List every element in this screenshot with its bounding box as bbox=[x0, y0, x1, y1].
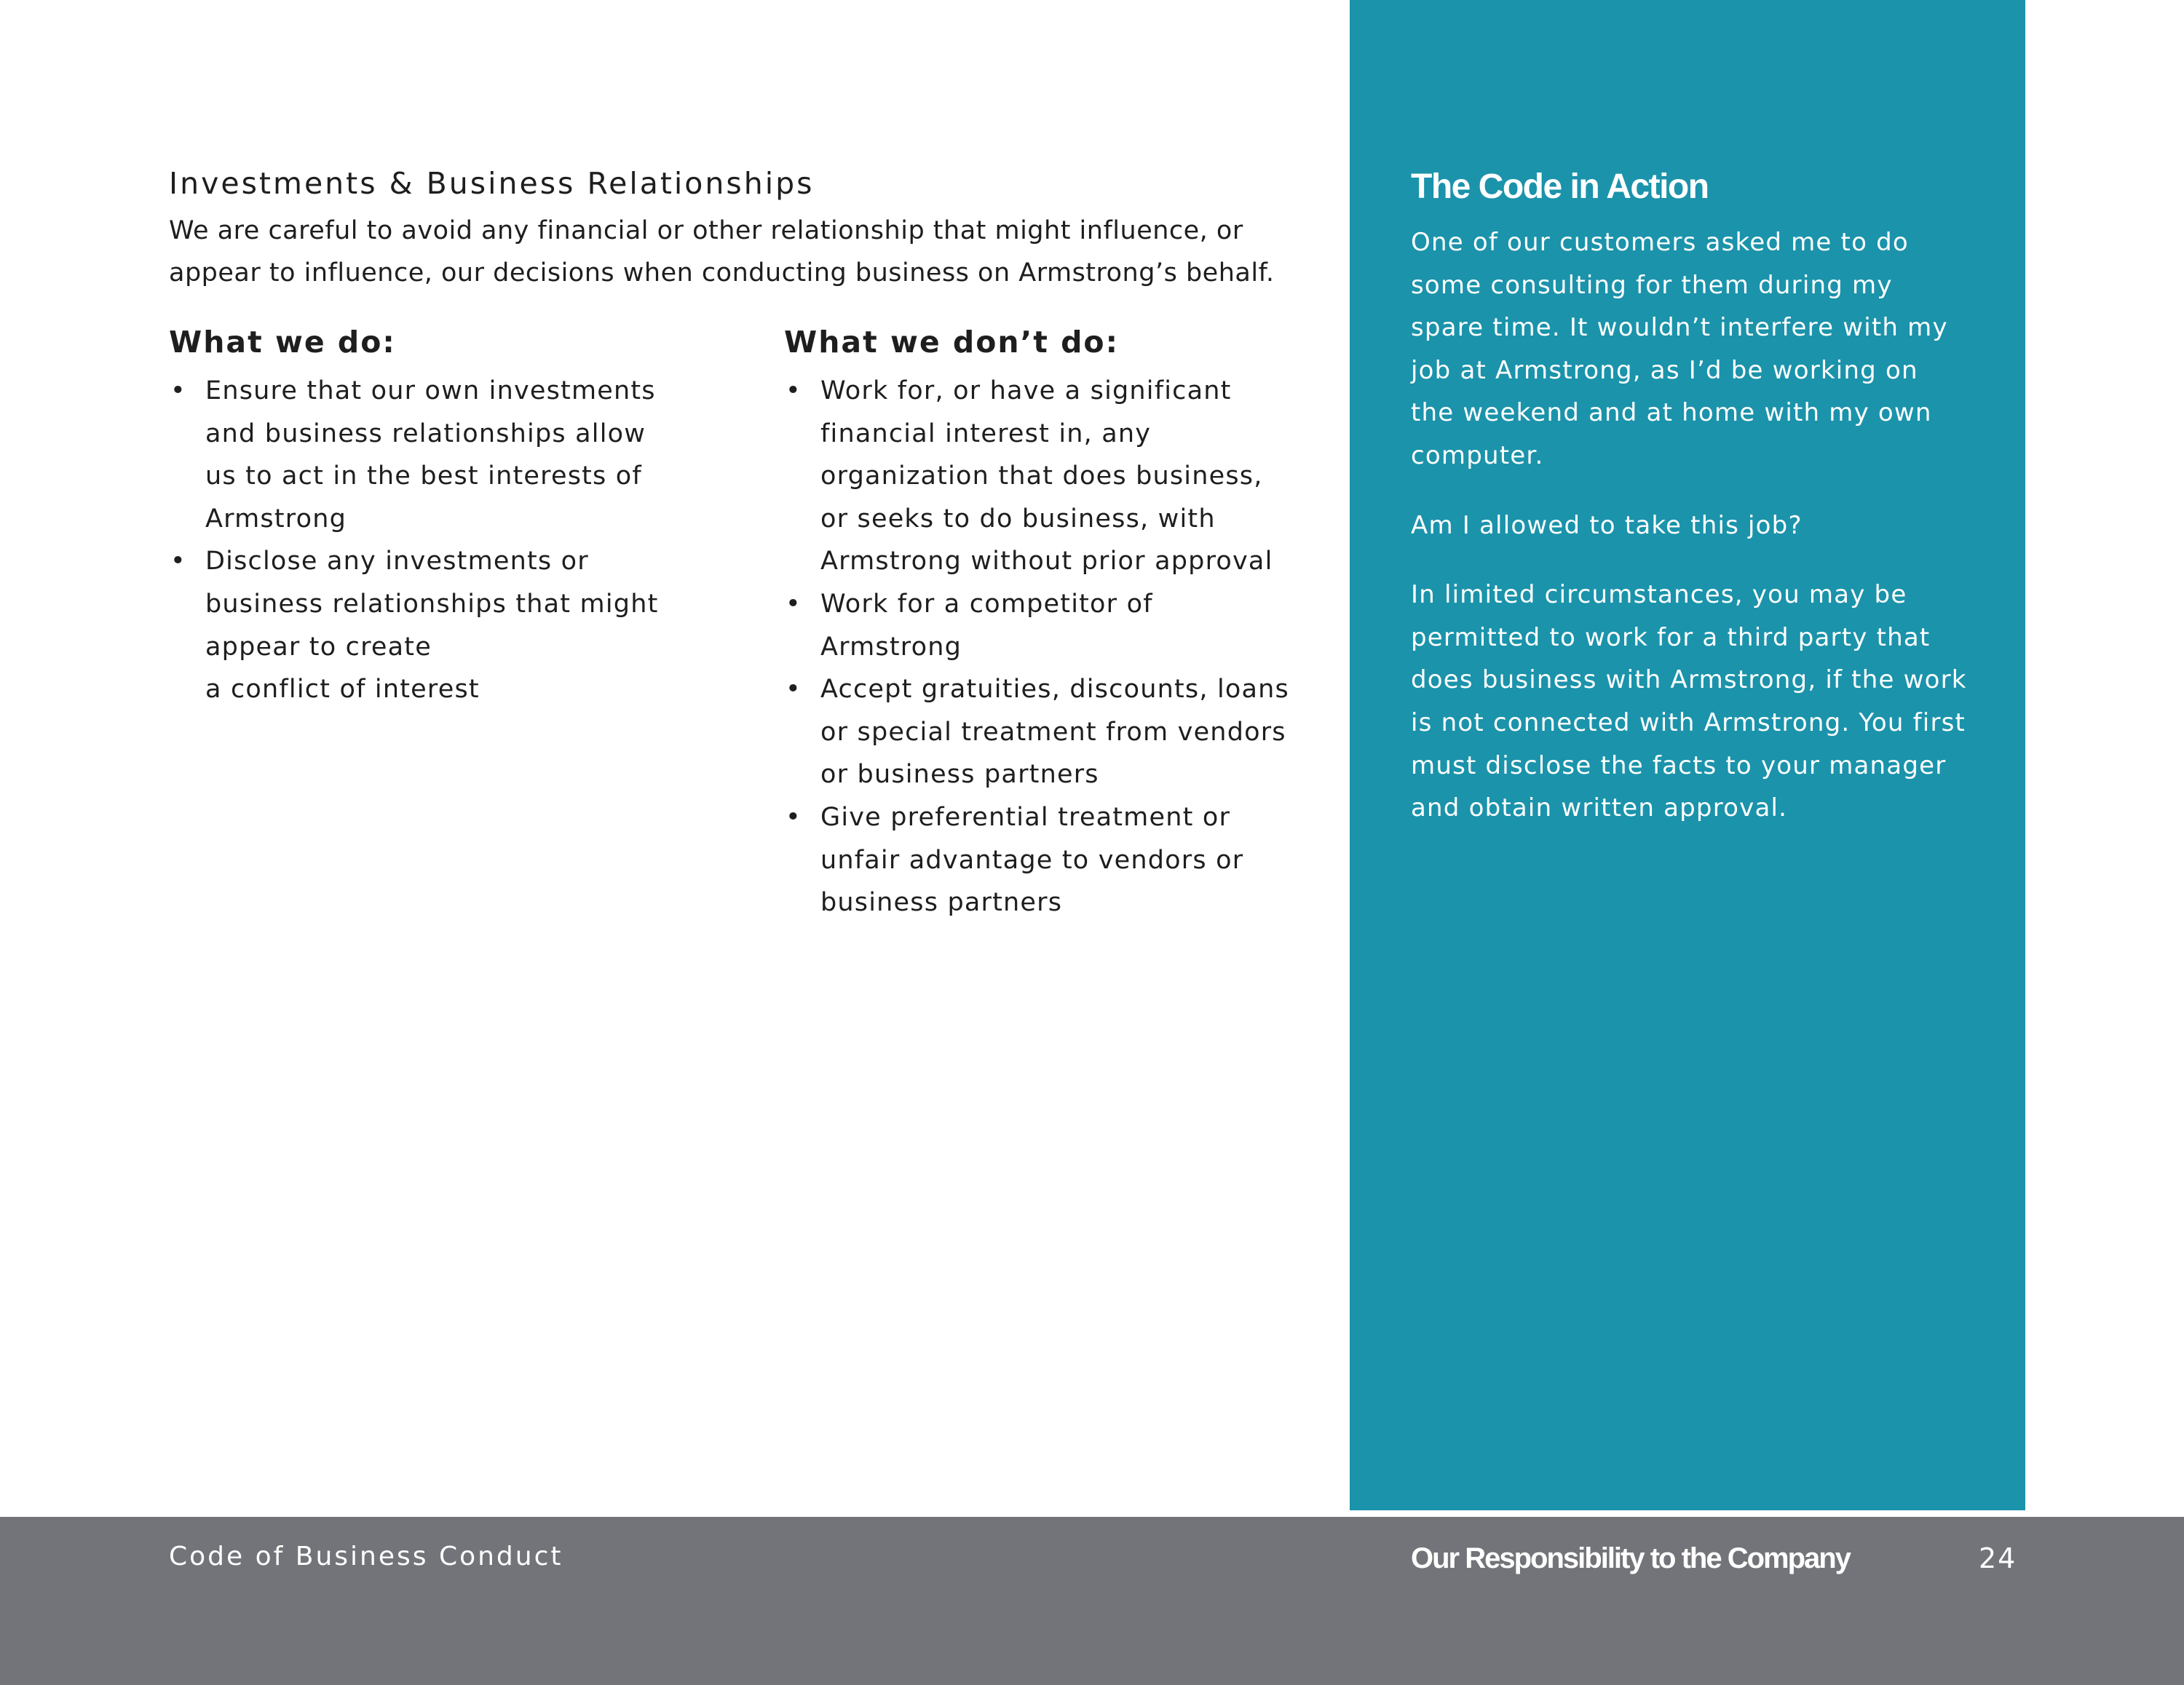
bullet-item bbox=[784, 370, 1308, 583]
bullet-line: Disclose any investments or bbox=[205, 547, 589, 576]
scenario-paragraph bbox=[1411, 221, 1993, 477]
bullet-line: Ensure that our own investments bbox=[205, 376, 656, 405]
bullet-line: Work for, or have a significant bbox=[820, 376, 1232, 405]
intro-line: appear to influence, our decisions when conducting business on Armstrong’s behalf. bbox=[169, 258, 1275, 288]
bullet-line: organization that does business, bbox=[820, 461, 1263, 491]
bullet-dot-icon: • bbox=[786, 802, 802, 832]
bullet-line: a conflict of interest bbox=[205, 675, 480, 705]
bullet-line: Give preferential treatment or bbox=[820, 802, 1231, 832]
question-paragraph: Am I allowed to take this job? bbox=[1411, 510, 1803, 540]
answer-paragraph bbox=[1411, 574, 1993, 830]
bullet-line: or business partners bbox=[820, 760, 1099, 790]
what-we-do-list bbox=[169, 370, 678, 711]
bullet-line: or special treatment from vendors bbox=[820, 717, 1286, 747]
bullet-line: and business relationships allow bbox=[205, 419, 646, 448]
bullet-line: unfair advantage to vendors or bbox=[820, 845, 1244, 875]
paragraph-line: One of our customers asked me to do bbox=[1411, 228, 1909, 257]
bullet-line: financial interest in, any bbox=[820, 419, 1152, 448]
paragraph-line: job at Armstrong, as I’d be working on bbox=[1411, 355, 1918, 385]
intro-paragraph bbox=[169, 210, 1305, 294]
bullet-item bbox=[169, 370, 678, 540]
bullet-dot-icon: • bbox=[170, 376, 186, 405]
what-we-dont-do-heading: What we don’t do: bbox=[784, 325, 1119, 360]
paragraph-line: and obtain written approval. bbox=[1411, 793, 1788, 823]
bullet-dot-icon: • bbox=[786, 376, 802, 405]
what-we-dont-do-column bbox=[784, 320, 1308, 924]
bullet-line: us to act in the best interests of bbox=[205, 461, 642, 491]
bullet-dot-icon: • bbox=[786, 675, 802, 705]
bullet-item bbox=[784, 796, 1308, 924]
bullet-dot-icon: • bbox=[786, 589, 802, 619]
bullet-item bbox=[169, 540, 678, 710]
paragraph-line: permitted to work for a third party that bbox=[1411, 622, 1931, 652]
sidebar-content bbox=[1411, 162, 1993, 857]
what-we-dont-do-list bbox=[784, 370, 1308, 924]
bullet-dot-icon: • bbox=[170, 547, 186, 576]
code-in-action-sidebar bbox=[1350, 0, 2025, 1510]
footer-section-title: Our Responsibility to the Company bbox=[1411, 1542, 1850, 1574]
bullet-line: Armstrong bbox=[820, 632, 962, 662]
paragraph-line: the weekend and at home with my own bbox=[1411, 398, 1932, 428]
paragraph-line: is not connected with Armstrong. You first bbox=[1411, 707, 1966, 737]
intro-line: We are careful to avoid any financial or other relationship that might influence, or bbox=[169, 216, 1243, 245]
do-dont-columns bbox=[169, 320, 1305, 975]
bullet-line: Armstrong without prior approval bbox=[820, 547, 1273, 576]
what-we-do-heading: What we do: bbox=[169, 325, 396, 360]
bullet-item bbox=[784, 583, 1308, 668]
sidebar-title: The Code in Action bbox=[1411, 167, 1709, 206]
paragraph-line: computer. bbox=[1411, 440, 1544, 470]
page-number: 24 bbox=[1979, 1542, 2017, 1574]
bullet-line: Armstrong bbox=[205, 504, 347, 534]
main-content bbox=[169, 162, 1305, 975]
bullet-line: business partners bbox=[820, 888, 1063, 918]
what-we-do-column bbox=[169, 320, 678, 711]
bullet-item bbox=[784, 668, 1308, 796]
paragraph-line: must disclose the facts to your manager bbox=[1411, 750, 1947, 780]
paragraph-line: does business with Armstrong, if the work bbox=[1411, 665, 1967, 695]
page-footer bbox=[0, 1517, 2184, 1685]
paragraph-line: In limited circumstances, you may be bbox=[1411, 580, 1907, 610]
bullet-line: Accept gratuities, discounts, loans bbox=[820, 675, 1289, 705]
document-title: Code of Business Conduct bbox=[169, 1542, 563, 1571]
bullet-line: or seeks to do business, with bbox=[820, 504, 1216, 534]
paragraph-line: spare time. It wouldn’t interfere with my bbox=[1411, 313, 1948, 343]
bullet-line: appear to create bbox=[205, 632, 432, 662]
bullet-line: Work for a competitor of bbox=[820, 589, 1153, 619]
bullet-line: business relationships that might bbox=[205, 589, 659, 619]
paragraph-line: some consulting for them during my bbox=[1411, 270, 1893, 300]
section-title: Investments & Business Relationships bbox=[169, 166, 815, 201]
